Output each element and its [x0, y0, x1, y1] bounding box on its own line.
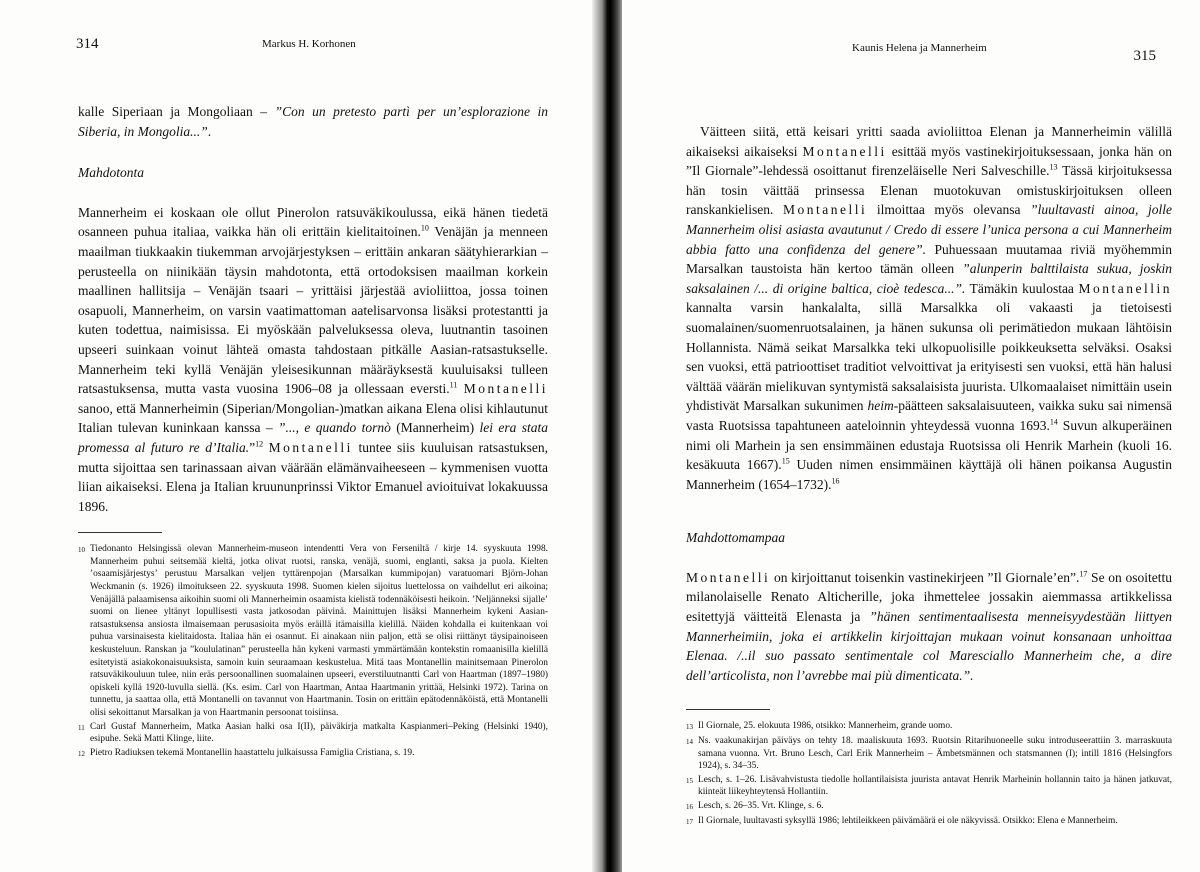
italic-word: heim — [867, 398, 894, 414]
text-span: Tämäkin kuulostaa — [965, 280, 1079, 296]
footnotes-right — [686, 720, 1172, 828]
italic-quote: ”Con un pretesto partì per un’esplorazione in Siberia, in Mongolia...” — [78, 104, 549, 139]
spaced-name: Montanelli — [268, 439, 353, 455]
text-span: Väitteen siitä, että keisari yritti saada avioliittoa Elenan ja Mannerheimin välillä aikaiseksi aikaiseksi — [686, 124, 1172, 159]
footnote-text: Carl Gustaf Mannerheim, Matka Aasian halki osa I(II), päiväkirja matkalta Kaspianmeri–Peking (Helsinki 1940), esipuhe. Sekä Matti Klinge, liite. — [90, 721, 548, 745]
text-span: Suvun alkuperäinen nimi oli Marhein ja sen ensimmäinen edustaja Ruotsissa oli Henrik Marhein (kuoli 16. kesäkuuta 1667). — [686, 417, 1172, 473]
page-number-left: 314 — [76, 36, 99, 52]
footnote-text: Il Giornale, luultavasti syksyllä 1986; lehtileikkeen päivämäärä ei ole näkyvissä. Otsikko: Elena e Mannerheim. — [698, 815, 1118, 826]
footnote-rule — [686, 709, 770, 710]
text-span: kannalta varsin hankalalta, sillä Marsalkka oli vakaasti ja tietoisesti suomalainen/suomenruotsalainen, ja hänen sukunsa oli perimätiedon mukaan lähtöisin Hollannista. Nämä seikat Marsalkka teki ulkopuolisille poikkeuksetta selväksi. Osaksi sen vuoksi, että patrioottiset traditiot velvoittivat ja erityisesti sen vuoksi, että hän halusi välttää väärän mielikuvan syntymistä saksalaisista juurista. Ulkomaalaiset nimittäin usein yhdistivät Marsalkan sukunimen — [686, 300, 1172, 414]
text-span: Puhuessaan muutamaa riviä myöhemmin Marsalkan taustoista hän kertoo tämän olleen — [686, 241, 1172, 277]
footnote-text: Lesch, s. 1–26. Lisävahvistusta tiedolle hollantilaisista juurista antavat Henrik Marheinin hollannin taito ja hänen jatkuvat, kiinteät liikeyhteytensä Hollantiin. — [698, 774, 1172, 798]
footnote-12 — [78, 747, 548, 761]
footnote-number: 14 — [686, 738, 693, 747]
text-span: ilmoittaa myös olevansa — [867, 202, 1031, 218]
footnote-ref[interactable]: 13 — [1049, 162, 1058, 172]
footnote-14 — [686, 735, 1172, 773]
text-span: (Mannerheim) — [390, 420, 480, 436]
running-head-right: Kaunis Helena ja Mannerheim — [852, 42, 987, 54]
footnote-ref[interactable]: 16 — [831, 476, 840, 486]
italic-quote: ”hänen sentimentaalisesta menneisyydestään liittyen Mannerheimiin, joka ei artikkelin kirjoittajan mukaan voinut konsanaan unhoittaa Elenaa. /..il suo passato sentimentale col Maresciallo Mannerheim che, a dire dell’articolista, non l’avrebbe mai più dimenticata.”. — [686, 609, 1172, 683]
left-page — [0, 0, 598, 872]
right-page — [622, 0, 1200, 872]
spaced-name: Montanelli — [463, 381, 548, 397]
text-span: tuntee siis kuuluisan ratsastuksen, mutta sijoittaa sen tarinassaan aivan väärään elämänvaiheeseen – kymmenisen vuotta liian aikaiseksi. Elena ja Italian kruununprinssi Viktor Emanuel avioituivat lokakuussa 1896. — [78, 439, 549, 514]
footnote-text: Il Giornale, 25. elokuuta 1986, otsikko: Mannerheim, grande uomo. — [698, 721, 953, 732]
text-span: Uuden nimen ensimmäinen käyttäjä oli hänen poikansa Augustin Mannerheim (1654–1732). — [686, 457, 1172, 492]
spaced-name: Montanelli — [802, 143, 887, 159]
book-gutter-shadow — [592, 0, 626, 872]
footnote-number: 17 — [686, 817, 693, 826]
text-span: sanoo, että Mannerheimin (Siperian/Mongolian-)matkan aikana Elena olisi kihlautunut Italian tulevan kuninkaan kanssa – — [78, 400, 548, 436]
text-span: . — [207, 123, 212, 139]
italic-quote: ”luultavasti ainoa, jolle Mannerheim olisi asiasta avautunut / Credo di essere l’unica persona a cui Mannerheim abbia fatto una confidenza del genere”. — [686, 202, 1172, 257]
footnote-15 — [686, 774, 1172, 799]
footnote-ref[interactable]: 17 — [1079, 569, 1088, 579]
footnote-number: 16 — [686, 803, 693, 811]
right-paragraph-2 — [686, 568, 1172, 686]
italic-quote: ”alunperin balttilaista sukua, joskin saksalainen /... di origine baltica, cioè tedesca...”. — [686, 261, 1172, 296]
text-span: on kirjoittanut toisenkin vastinekirjeen ”Il Giornale’en”. — [770, 569, 1080, 585]
spaced-name: Montanellin — [1078, 280, 1172, 296]
footnote-number: 12 — [78, 749, 85, 758]
footnote-11 — [78, 721, 548, 746]
right-paragraph-1 — [686, 122, 1172, 494]
text-span: Venäjän ja menneen maailman tiukkaakin tiukemman arvojärjestyksen – erittäin ankaran säätyhierarkian – perusteella on niinikään täysin mahdotonta, että ortodoksisen maailman korkein maallinen hallitsija – Venäjän tsaari – yrittäisi järjestää avioliittoa, jossa toinen osapuoli, Mannerheim, on varsin vaatimattoman aatelisarvonsa lisäksi protestantti ja kuten todettua, naimisissa. Ei myöskään palveluksessa oleva, luutnantin tasoinen upseeri suinkaan voinut lähteä omasta tahdostaan pitkälle Aasian-ratsastukselle. Mannerheim teki kyllä Venäjän yleisesikunnan määräyksestä kuuluisaksi tulleen ratsastuksensa, mutta vasta vuosina 1906–08 ja ollessaan eversti. — [78, 224, 548, 397]
footnote-16 — [686, 800, 1172, 814]
italic-quote: ”..., e quando tornò — [278, 420, 391, 436]
footnote-ref[interactable]: 11 — [449, 380, 458, 390]
footnote-text: Ns. vaakunakirjan päiväys on tehty 18. maaliskuuta 1693. Ruotsin Ritarihuoneelle suku introduseerattiin 3. marraskuuta samana vuonna. Vrt. Bruno Lesch, Carl Erik Mannerheim – Ämbetsmännen och statsmannen (I); intill 1816 (Helsingfors 1924), s. 34–35. — [698, 736, 1172, 772]
text-span: Tässä kirjoituksessa hän tosin väittää prinsessa Elenan muotokuvan omistuskirjoituksen olleen ranskankielisen. — [686, 163, 1172, 218]
text-span: esittää myös vastinekirjoituksessaan, jonka hän on ”Il Giornale”-lehdessä osoittanut firenzeläiselle Neri Salveschille. — [686, 143, 1172, 179]
footnote-13 — [686, 720, 1172, 734]
footnote-text: Pietro Radiuksen tekemä Montanellin haastattelu julkaisussa Famiglia Cristiana, s. 19. — [90, 747, 415, 758]
right-body-text — [686, 122, 1172, 829]
text-span: Mannerheim ei koskaan ole ollut Pinerolon ratsuväkikoulussa, eikä hänen tiedetä osanneen puhua italiaa, vaikka hän oli erittäin kielitaitoinen. — [78, 204, 548, 240]
spaced-name: Montanelli — [782, 202, 868, 218]
text-span: ” — [249, 439, 256, 455]
footnote-10 — [78, 543, 548, 719]
footnote-rule — [78, 532, 162, 533]
italic-quote: lei era stata promessa al futuro re d’Italia. — [78, 420, 548, 455]
text-span: kalle Siperiaan ja Mongoliaan – — [78, 104, 275, 119]
text-span: -päätteen saksalaisuuteen, vaikka suku sai nimensä vasta Ruotsissa tapahtuneen aateloinnin yhteydessä vuonna 1693. — [686, 398, 1172, 433]
footnote-number: 15 — [686, 776, 693, 785]
spaced-name: Montanelli — [686, 569, 771, 585]
footnote-17 — [686, 815, 1172, 829]
footnote-ref[interactable]: 10 — [420, 223, 429, 233]
left-paragraph-1 — [78, 102, 548, 141]
section-heading-left: Mahdotonta — [78, 165, 144, 181]
footnote-text: Lesch, s. 26–35. Vrt. Klinge, s. 6. — [698, 801, 824, 811]
footnote-number: 10 — [78, 546, 85, 555]
footnote-ref[interactable]: 12 — [255, 439, 264, 449]
page-number-right: 315 — [1133, 48, 1156, 64]
footnote-number: 11 — [78, 723, 85, 732]
section-heading-right: Mahdottomampaa — [686, 530, 785, 546]
footnote-text: Tiedonanto Helsingissä olevan Mannerheim-museon intendentti Vera von Ferseniltä / kirje 14. syyskuuta 1998. Mannerheim puhui seitsemää kieltä, jotka olivat ruotsi, ranska, venäjä, suomi, englanti, saksa ja puola. Kielten ’osaamisjärjestys’ perustuu Marsalkan veljen tyttärenpojan (Marsalkan kummipojan) varatuomari Björn-Johan Weckmanin (s. 1926) ilmoitukseen 22. syyskuuta 1998. Suomen kielen sijoitus luettelossa on vaihdellut eri aikoina; Venäjällä palaamisensa aikoihin suomi oli Mannerheimin osaamista kielistä todennäköisesti heikoin. ’Neljänneksi sijalle’ suomi on lienee yltänyt lopullisesti vasta jatkosodan päivinä. Mainittujen lisäksi Mannerheim kykeni Aasian-ratsastuksensa ansiosta ilmaisemaan perusasioita myös eräillä itämaisilla kielillä. Näiden kohdalla ei kuitenkaan voi puhua varsinaisesta kielitaidosta. Italiaa hän ei osannut. Ei ainakaan niin paljon, että se olisi riittänyt täysipainoiseen keskusteluun. Ranskan ja ”koululatinan” perusteella hän kykeni varmasti ymmärtämään kontekstin romaanisilla kielillä esitetyistä asiakokonaisuuksista, samoin kuin seuraamaan keskustelua. Mitä taas Montanellin mainitsemaan Pinerolon ratsuväkikouluun tulee, niin eräs persoonallinen suomalainen upseeri, everstiluutnantti Carl von Haartman (1897–1980) opiskeli kyllä 1920-luvulla siellä. (Ks. esim. Carl von Haartman, Antaa Haartmanin yrittää, Helsinki 1972). Tarina on tunnettu, ja saattaa olla, että Montanelli on tavannut von Haartmanin. Tosin on erittäin epätodennäköistä, että Montanelli olisi sekoittanut Marsalkan ja von Haartmanin persoonat toisiinsa. — [90, 544, 548, 718]
footnote-ref[interactable]: 15 — [781, 456, 790, 466]
running-head-left: Markus H. Korhonen — [262, 38, 356, 50]
footnote-ref[interactable]: 14 — [1049, 417, 1058, 427]
footnote-number: 13 — [686, 723, 693, 732]
left-paragraph-2 — [78, 203, 548, 517]
left-body-text — [78, 102, 548, 761]
text-span: Se on osoitettu milanolaiselle Renato Alticherille, joka ihmettelee jossakin aiemmassa artikkelissa esitettyjä väitteitä Elenasta ja — [686, 569, 1172, 625]
footnotes-left — [78, 543, 548, 760]
